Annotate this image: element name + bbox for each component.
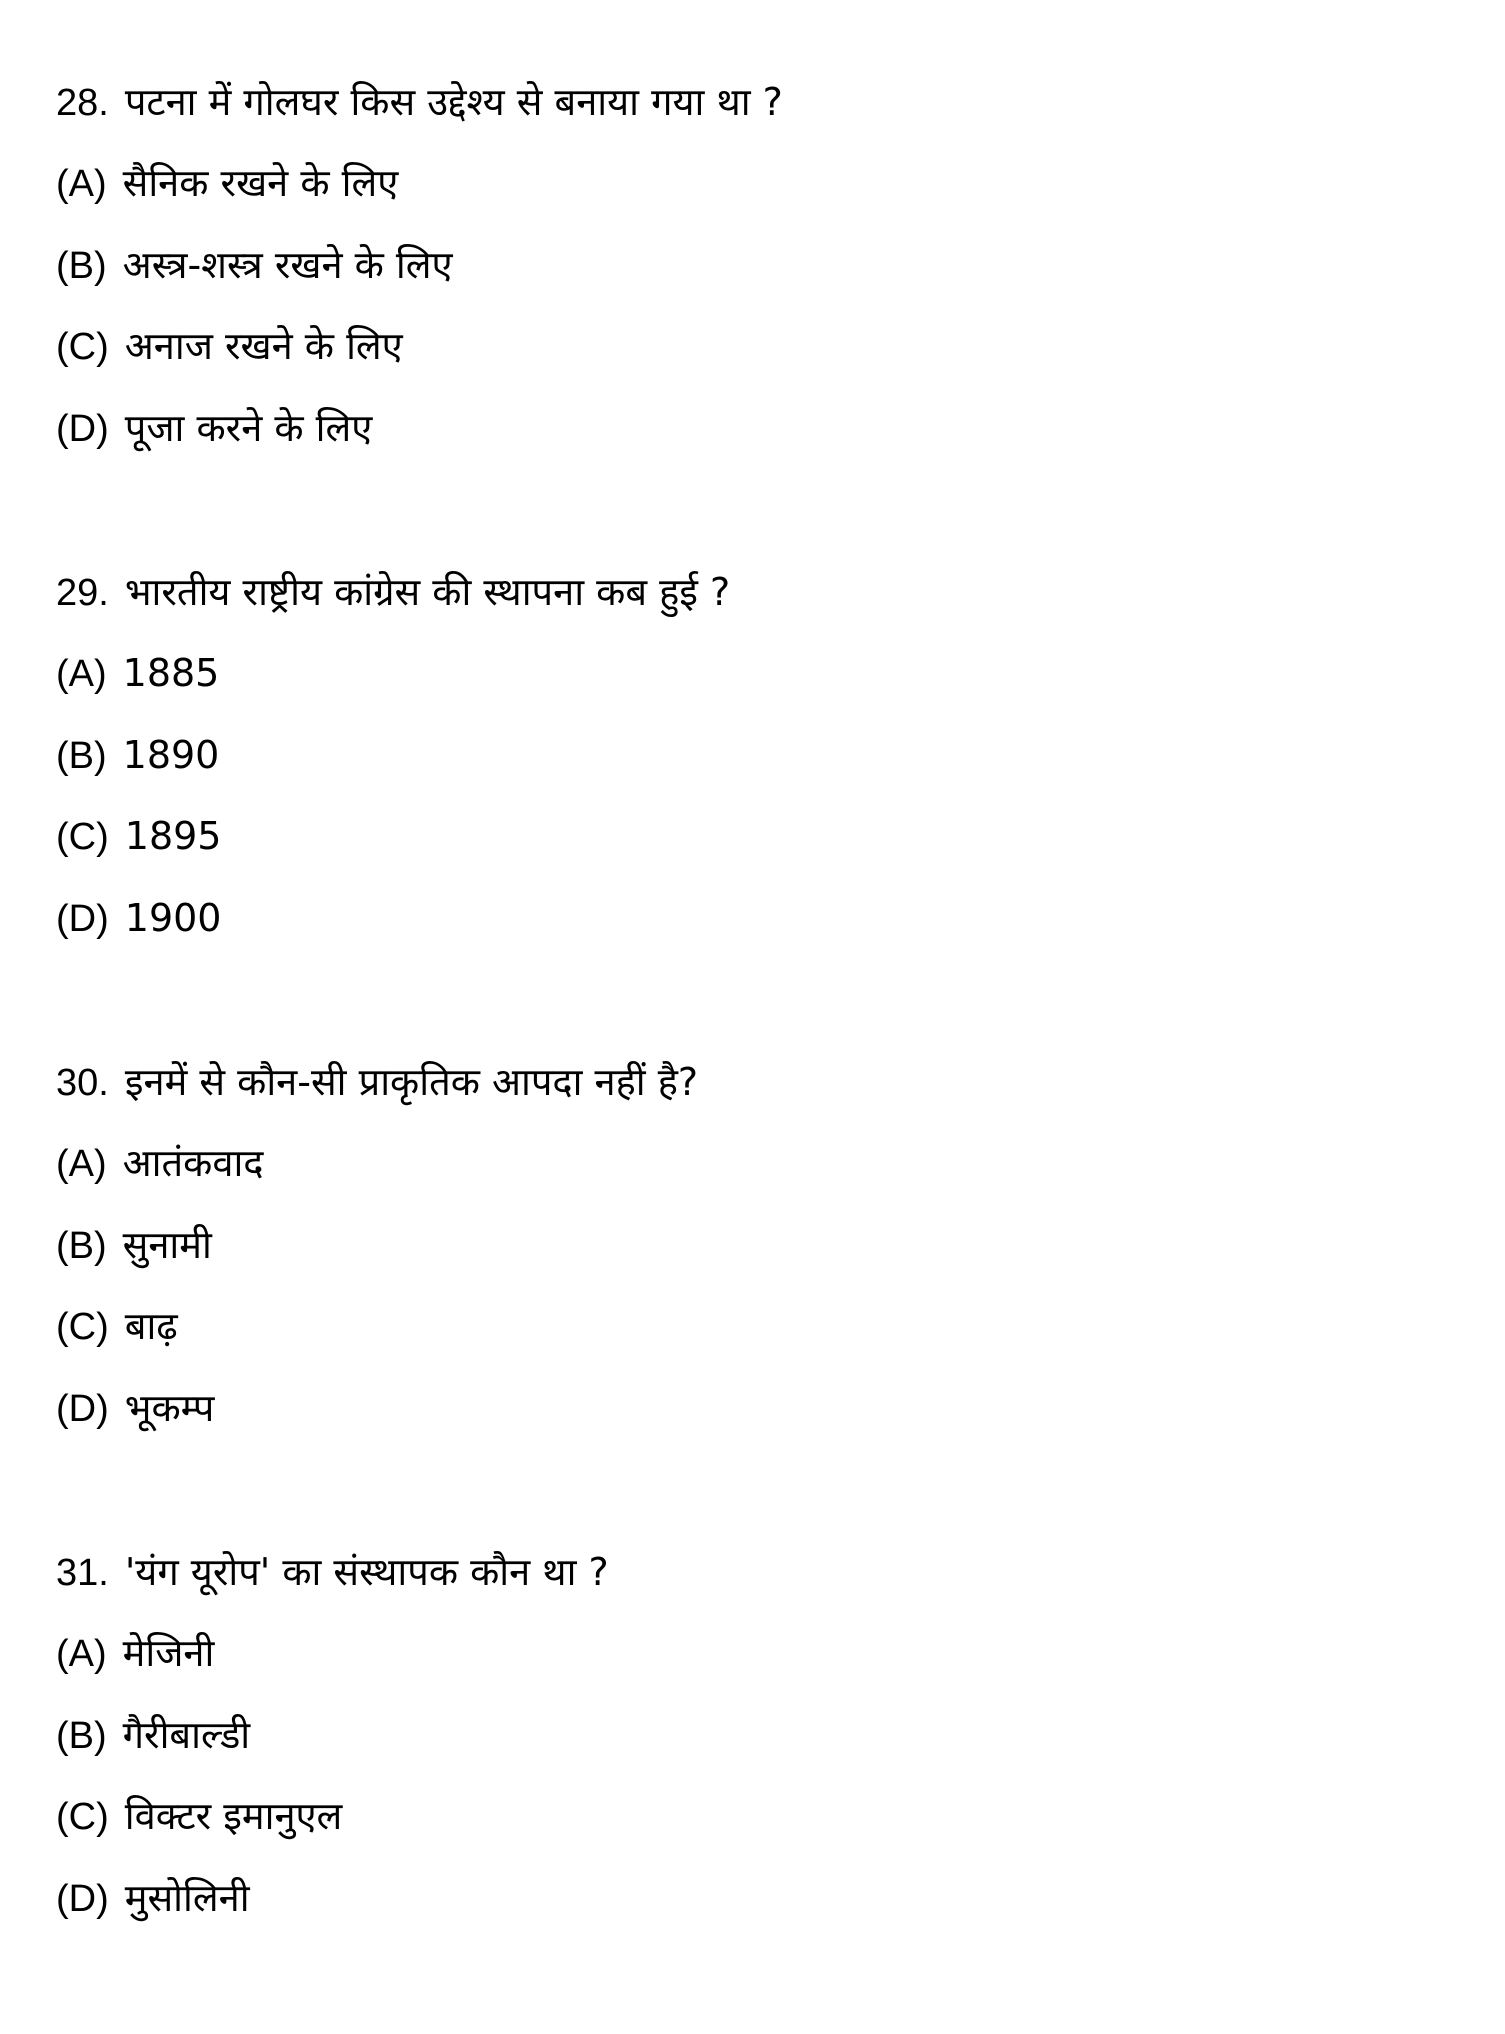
option-text: अस्त्र-शस्त्र रखने के लिए (122, 243, 453, 287)
option-d[interactable] (56, 1868, 250, 1928)
option-b[interactable] (56, 725, 219, 785)
option-b[interactable] (56, 1705, 250, 1765)
option-a[interactable] (56, 1623, 214, 1683)
option-label: (D) (56, 1878, 109, 1920)
question-stem (56, 562, 730, 622)
option-text: विक्टर इमानुएल (124, 1794, 343, 1838)
option-label: (C) (56, 326, 109, 368)
option-d[interactable] (56, 888, 221, 948)
option-label: (C) (56, 816, 109, 858)
question-stem (56, 72, 783, 132)
option-text: 1890 (122, 733, 220, 777)
option-label: (A) (56, 1633, 107, 1675)
option-text: आतंकवाद (122, 1141, 264, 1185)
option-label: (A) (56, 1143, 107, 1185)
option-d[interactable] (56, 398, 372, 458)
option-label: (B) (56, 735, 107, 777)
question-number: 31. (56, 1552, 109, 1594)
option-a[interactable] (56, 153, 398, 213)
option-a[interactable] (56, 643, 219, 703)
option-label: (C) (56, 1796, 109, 1838)
option-text: सुनामी (122, 1223, 212, 1267)
option-text: मुसोलिनी (124, 1876, 250, 1920)
option-label: (D) (56, 898, 109, 940)
option-text: बाढ़ (124, 1304, 178, 1348)
question-number: 29. (56, 572, 109, 614)
option-text: 1895 (124, 814, 222, 858)
question-number: 28. (56, 82, 109, 124)
question-number: 30. (56, 1062, 109, 1104)
option-text: पूजा करने के लिए (124, 406, 373, 450)
option-label: (A) (56, 653, 107, 695)
option-text: सैनिक रखने के लिए (122, 161, 399, 205)
question-text: भारतीय राष्ट्रीय कांग्रेस की स्थापना कब हुई ? (124, 570, 731, 614)
option-text: मेजिनी (122, 1631, 215, 1675)
option-d[interactable] (56, 1378, 214, 1438)
option-label: (C) (56, 1306, 109, 1348)
option-label: (B) (56, 1225, 107, 1267)
option-b[interactable] (56, 1215, 212, 1275)
option-label: (B) (56, 1715, 107, 1757)
option-label: (D) (56, 408, 109, 450)
question-stem (56, 1542, 609, 1602)
option-c[interactable] (56, 316, 403, 376)
option-b[interactable] (56, 235, 453, 295)
question-text: इनमें से कौन-सी प्राकृतिक आपदा नहीं है? (124, 1060, 699, 1104)
question-text: 'यंग यूरोप' का संस्थापक कौन था ? (124, 1550, 609, 1594)
option-label: (D) (56, 1388, 109, 1430)
question-stem (56, 1052, 698, 1112)
option-text: अनाज रखने के लिए (124, 324, 403, 368)
option-a[interactable] (56, 1133, 264, 1193)
option-c[interactable] (56, 1786, 342, 1846)
question-text: पटना में गोलघर किस उद्देश्य से बनाया गया था ? (124, 80, 783, 124)
option-label: (B) (56, 245, 107, 287)
option-text: 1900 (124, 896, 222, 940)
option-text: 1885 (122, 651, 220, 695)
option-label: (A) (56, 163, 107, 205)
option-text: गैरीबाल्डी (122, 1713, 251, 1757)
option-c[interactable] (56, 1296, 178, 1356)
option-c[interactable] (56, 806, 221, 866)
option-text: भूकम्प (124, 1386, 215, 1430)
